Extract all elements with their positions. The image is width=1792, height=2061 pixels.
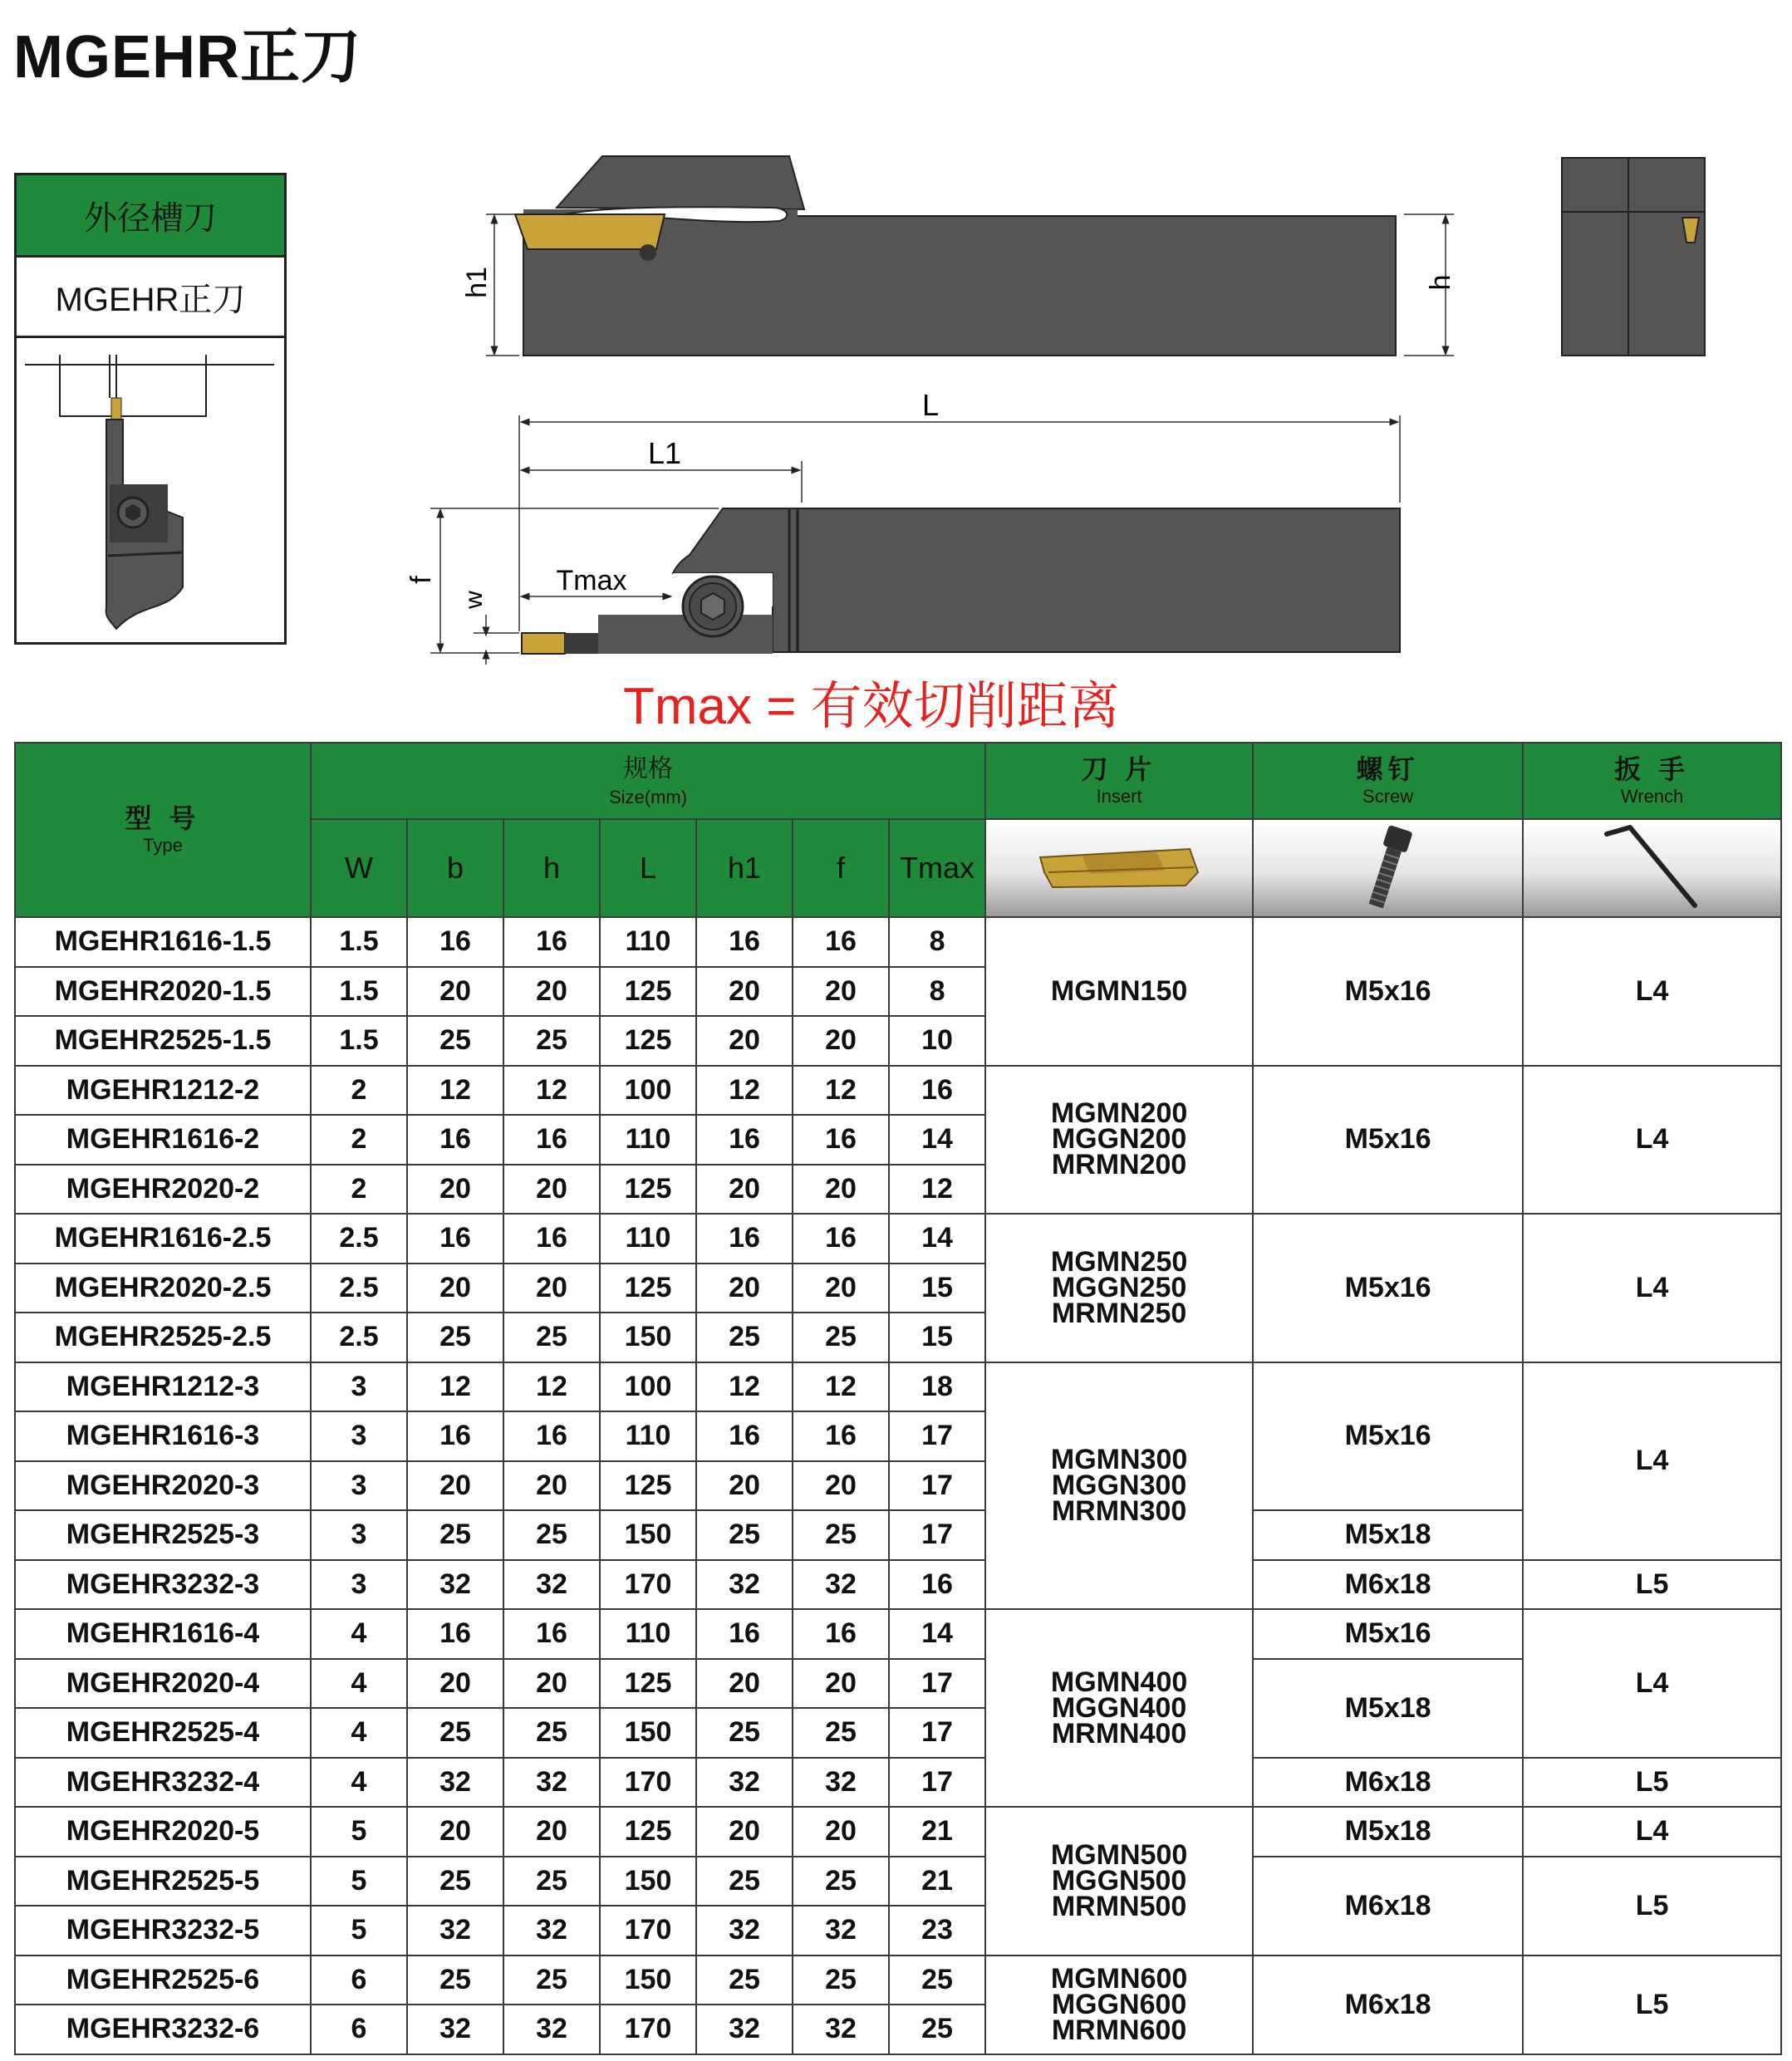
cell-wrench: L4 (1523, 1066, 1781, 1215)
cell-type: MGEHR1616-2.5 (15, 1214, 311, 1264)
cell-b: 32 (407, 1758, 503, 1808)
cell-l: 170 (600, 2005, 696, 2054)
cell-l: 110 (600, 1214, 696, 1264)
cell-screw: M6x18 (1253, 1560, 1523, 1610)
label-f: f (405, 576, 437, 584)
cell-tmax: 18 (889, 1362, 985, 1412)
cell-h1: 16 (696, 1411, 793, 1461)
cell-tmax: 14 (889, 1214, 985, 1264)
cell-h: 25 (503, 1955, 600, 2005)
cell-w: 1.5 (311, 1016, 407, 1066)
cell-tmax: 16 (889, 1066, 985, 1116)
insert-code: MGMN300 (1050, 1443, 1188, 1475)
cell-tmax: 17 (889, 1461, 985, 1511)
table-row (15, 1214, 1781, 1264)
cell-l: 125 (600, 1165, 696, 1215)
cell-f: 16 (793, 1115, 889, 1165)
cell-h1: 25 (696, 1857, 793, 1906)
cell-h: 16 (503, 917, 600, 967)
cell-tmax: 8 (889, 917, 985, 967)
label-Tmax: Tmax (556, 565, 627, 596)
cell-f: 20 (793, 967, 889, 1017)
cell-w: 4 (311, 1659, 407, 1709)
cell-w: 2 (311, 1165, 407, 1215)
cell-f: 16 (793, 1214, 889, 1264)
cell-type: MGEHR1616-2 (15, 1115, 311, 1165)
cell-insert (985, 1955, 1253, 2054)
cell-h: 20 (503, 1264, 600, 1313)
table-row (15, 1857, 1781, 1906)
cell-h: 16 (503, 1214, 600, 1264)
cell-h1: 16 (696, 917, 793, 967)
cell-f: 25 (793, 1313, 889, 1362)
cell-type: MGEHR2020-5 (15, 1807, 311, 1857)
cell-w: 4 (311, 1708, 407, 1758)
table-row (15, 1659, 1781, 1709)
cell-wrench: L5 (1523, 1560, 1781, 1610)
cell-h: 25 (503, 1016, 600, 1066)
cell-b: 32 (407, 2005, 503, 2054)
cell-insert (985, 1214, 1253, 1362)
cell-w: 5 (311, 1807, 407, 1857)
insert-code: MGGN600 (1051, 1988, 1187, 2020)
cell-h: 32 (503, 2005, 600, 2054)
cell-w: 2.5 (311, 1264, 407, 1313)
cell-type: MGEHR3232-3 (15, 1560, 311, 1610)
cell-tmax: 12 (889, 1165, 985, 1215)
cell-tmax: 21 (889, 1807, 985, 1857)
cell-tmax: 17 (889, 1708, 985, 1758)
cell-tmax: 17 (889, 1411, 985, 1461)
cell-h: 20 (503, 1807, 600, 1857)
cell-wrench: L4 (1523, 1362, 1781, 1560)
info-category: 外径槽刀 (17, 175, 284, 258)
cell-h: 32 (503, 1758, 600, 1808)
cell-screw: M5x18 (1253, 1659, 1523, 1758)
cell-f: 25 (793, 1955, 889, 2005)
insert-code: MGMN600 (1050, 1962, 1188, 1995)
cell-w: 2 (311, 1066, 407, 1116)
cell-b: 20 (407, 1659, 503, 1709)
cell-w: 1.5 (311, 967, 407, 1017)
cell-insert (985, 1609, 1253, 1807)
cell-w: 2 (311, 1115, 407, 1165)
insert-image (985, 819, 1253, 917)
cell-b: 25 (407, 1857, 503, 1906)
cell-b: 12 (407, 1066, 503, 1116)
cell-tmax: 25 (889, 2005, 985, 2054)
cell-tmax: 15 (889, 1264, 985, 1313)
cell-b: 20 (407, 967, 503, 1017)
cell-wrench: L5 (1523, 1758, 1781, 1808)
cell-h1: 25 (696, 1955, 793, 2005)
cell-h1: 12 (696, 1066, 793, 1116)
insert-code: MGGN400 (1051, 1691, 1187, 1724)
cell-b: 25 (407, 1955, 503, 2005)
cell-type: MGEHR2020-4 (15, 1659, 311, 1709)
cell-f: 16 (793, 917, 889, 967)
cell-h1: 32 (696, 1906, 793, 1955)
cell-tmax: 14 (889, 1115, 985, 1165)
side-view (461, 156, 1456, 356)
insert-code: MRMN500 (1051, 1890, 1187, 1922)
insert-code: MGMN500 (1050, 1838, 1188, 1871)
cell-screw: M6x18 (1253, 1857, 1523, 1955)
cell-w: 4 (311, 1609, 407, 1659)
cell-b: 25 (407, 1016, 503, 1066)
cell-b: 25 (407, 1510, 503, 1560)
cell-l: 125 (600, 967, 696, 1017)
cell-h: 25 (503, 1313, 600, 1362)
insert-code: MRMN400 (1051, 1717, 1187, 1749)
table-row (15, 917, 1781, 967)
cell-f: 32 (793, 2005, 889, 2054)
cell-h1: 32 (696, 1758, 793, 1808)
cell-b: 16 (407, 1609, 503, 1659)
cell-f: 20 (793, 1461, 889, 1511)
cell-h: 20 (503, 1165, 600, 1215)
cell-l: 150 (600, 1955, 696, 2005)
cell-b: 16 (407, 917, 503, 967)
insert-code: MRMN600 (1051, 2014, 1187, 2046)
cell-l: 125 (600, 1264, 696, 1313)
cell-b: 32 (407, 1560, 503, 1610)
cell-f: 12 (793, 1066, 889, 1116)
cell-type: MGEHR2525-6 (15, 1955, 311, 2005)
cell-type: MGEHR2020-2.5 (15, 1264, 311, 1313)
cell-h1: 20 (696, 1165, 793, 1215)
cell-h1: 20 (696, 1659, 793, 1709)
cell-h1: 20 (696, 1016, 793, 1066)
page-title: MGEHR正刀 (13, 24, 361, 91)
wrench-header: 扳 手 Wrench (1523, 743, 1781, 819)
table-row (15, 1955, 1781, 2005)
table-row (15, 1560, 1781, 1610)
cell-b: 16 (407, 1115, 503, 1165)
col-header: h (503, 819, 600, 917)
cell-tmax: 8 (889, 967, 985, 1017)
cell-insert (985, 1362, 1253, 1610)
cell-h1: 32 (696, 2005, 793, 2054)
cell-l: 125 (600, 1659, 696, 1709)
label-h1: h1 (461, 267, 493, 298)
table-row (15, 1609, 1781, 1659)
cell-h1: 16 (696, 1214, 793, 1264)
cell-screw: M5x16 (1253, 1609, 1523, 1659)
cell-h1: 12 (696, 1362, 793, 1412)
col-header: h1 (696, 819, 793, 917)
cell-wrench: L4 (1523, 1807, 1781, 1857)
cell-f: 20 (793, 1659, 889, 1709)
cell-l: 125 (600, 1461, 696, 1511)
cell-w: 4 (311, 1758, 407, 1808)
insert-code: MRMN300 (1051, 1494, 1187, 1527)
cell-type: MGEHR1616-4 (15, 1609, 311, 1659)
cell-l: 170 (600, 1758, 696, 1808)
info-model: MGEHR正刀 (17, 258, 284, 338)
cell-l: 110 (600, 917, 696, 967)
cell-f: 32 (793, 1560, 889, 1610)
cell-w: 5 (311, 1906, 407, 1955)
cell-w: 6 (311, 1955, 407, 2005)
cell-w: 3 (311, 1411, 407, 1461)
cell-h: 16 (503, 1609, 600, 1659)
col-header: f (793, 819, 889, 917)
cell-h: 16 (503, 1411, 600, 1461)
cell-h: 16 (503, 1115, 600, 1165)
cell-h: 25 (503, 1857, 600, 1906)
cell-h1: 20 (696, 1807, 793, 1857)
cell-wrench: L4 (1523, 917, 1781, 1066)
cell-f: 25 (793, 1857, 889, 1906)
cell-screw: M6x18 (1253, 1758, 1523, 1808)
cell-f: 32 (793, 1758, 889, 1808)
cell-screw: M6x18 (1253, 1955, 1523, 2054)
cell-type: MGEHR3232-5 (15, 1906, 311, 1955)
label-w: w (460, 591, 488, 609)
cell-h1: 20 (696, 1264, 793, 1313)
cell-h: 12 (503, 1066, 600, 1116)
cell-h1: 25 (696, 1313, 793, 1362)
cell-type: MGEHR2525-5 (15, 1857, 311, 1906)
cell-f: 20 (793, 1807, 889, 1857)
cell-l: 150 (600, 1708, 696, 1758)
cell-h1: 16 (696, 1115, 793, 1165)
cell-f: 25 (793, 1510, 889, 1560)
cell-h1: 32 (696, 1560, 793, 1610)
cell-type: MGEHR2020-3 (15, 1461, 311, 1511)
insert-code: MGMN200 (1050, 1097, 1188, 1130)
cell-l: 150 (600, 1510, 696, 1560)
cell-b: 20 (407, 1165, 503, 1215)
cell-h: 20 (503, 967, 600, 1017)
spec-table (14, 742, 1782, 2055)
screw-image (1253, 819, 1523, 917)
cell-f: 16 (793, 1609, 889, 1659)
insert-code: MGMN400 (1050, 1666, 1188, 1698)
cell-h1: 16 (696, 1609, 793, 1659)
cell-l: 170 (600, 1560, 696, 1610)
cell-h1: 25 (696, 1510, 793, 1560)
cell-tmax: 15 (889, 1313, 985, 1362)
insert-header: 刀 片 Insert (985, 743, 1253, 819)
cell-l: 150 (600, 1313, 696, 1362)
cell-w: 5 (311, 1857, 407, 1906)
cell-w: 3 (311, 1560, 407, 1610)
cell-type: MGEHR2525-4 (15, 1708, 311, 1758)
cell-type: MGEHR2525-3 (15, 1510, 311, 1560)
cell-tmax: 17 (889, 1510, 985, 1560)
cell-b: 20 (407, 1461, 503, 1511)
insert-code: MRMN200 (1051, 1149, 1187, 1181)
cell-b: 16 (407, 1214, 503, 1264)
table-row (15, 1510, 1781, 1560)
cell-f: 12 (793, 1362, 889, 1412)
insert-code: MGGN250 (1051, 1271, 1187, 1303)
cell-type: MGEHR1616-1.5 (15, 917, 311, 967)
cell-l: 110 (600, 1115, 696, 1165)
cell-f: 32 (793, 1906, 889, 1955)
insert-code: MRMN250 (1051, 1297, 1187, 1329)
label-L: L (921, 388, 940, 422)
cell-b: 12 (407, 1362, 503, 1412)
cell-type: MGEHR2525-2.5 (15, 1313, 311, 1362)
cell-b: 20 (407, 1264, 503, 1313)
cell-type: MGEHR3232-4 (15, 1758, 311, 1808)
cell-l: 170 (600, 1906, 696, 1955)
end-view (1562, 158, 1705, 356)
cell-w: 3 (311, 1461, 407, 1511)
cell-l: 100 (600, 1362, 696, 1412)
tmax-note: Tmax = 有效切削距离 (623, 678, 1120, 735)
grooving-schematic (17, 338, 284, 642)
cell-l: 110 (600, 1411, 696, 1461)
table-row (15, 1066, 1781, 1116)
top-view (405, 388, 1400, 665)
cell-w: 2.5 (311, 1214, 407, 1264)
cell-tmax: 21 (889, 1857, 985, 1906)
col-header: W (311, 819, 407, 917)
cell-w: 1.5 (311, 917, 407, 967)
cell-type: MGEHR2020-2 (15, 1165, 311, 1215)
cell-insert (985, 1066, 1253, 1215)
cell-b: 25 (407, 1708, 503, 1758)
cell-h1: 25 (696, 1708, 793, 1758)
info-box (14, 173, 287, 645)
cell-type: MGEHR2020-1.5 (15, 967, 311, 1017)
cell-f: 20 (793, 1016, 889, 1066)
cell-wrench: L4 (1523, 1214, 1781, 1362)
cell-h: 12 (503, 1362, 600, 1412)
cell-tmax: 17 (889, 1659, 985, 1709)
cell-type: MGEHR1212-3 (15, 1362, 311, 1412)
cell-f: 20 (793, 1165, 889, 1215)
cell-tmax: 17 (889, 1758, 985, 1808)
cell-screw: M5x18 (1253, 1510, 1523, 1560)
size-header: 规格 Size(mm) (311, 743, 985, 819)
insert-code: MGGN300 (1051, 1469, 1187, 1501)
col-header: b (407, 819, 503, 917)
cell-type: MGEHR1212-2 (15, 1066, 311, 1116)
table-row (15, 1758, 1781, 1808)
cell-h: 32 (503, 1560, 600, 1610)
cell-w: 3 (311, 1362, 407, 1412)
cell-h1: 20 (696, 967, 793, 1017)
cell-screw: M5x16 (1253, 1214, 1523, 1362)
insert-code: MGGN500 (1051, 1864, 1187, 1897)
cell-l: 125 (600, 1016, 696, 1066)
cell-h: 25 (503, 1510, 600, 1560)
cell-insert (985, 917, 1253, 1066)
cell-f: 25 (793, 1708, 889, 1758)
cell-screw: M5x16 (1253, 1066, 1523, 1215)
col-header: L (600, 819, 696, 917)
cell-f: 16 (793, 1411, 889, 1461)
cell-wrench: L5 (1523, 1857, 1781, 1955)
cell-h: 20 (503, 1461, 600, 1511)
cell-h: 20 (503, 1659, 600, 1709)
type-header: 型 号 Type (15, 743, 311, 917)
cell-tmax: 14 (889, 1609, 985, 1659)
cell-b: 20 (407, 1807, 503, 1857)
cell-type: MGEHR1616-3 (15, 1411, 311, 1461)
cell-tmax: 25 (889, 1955, 985, 2005)
insert-code: MGMN250 (1050, 1245, 1188, 1278)
insert-code: MGGN200 (1051, 1123, 1187, 1156)
cell-l: 110 (600, 1609, 696, 1659)
table-row (15, 1362, 1781, 1412)
cell-tmax: 23 (889, 1906, 985, 1955)
cell-h: 32 (503, 1906, 600, 1955)
cell-screw: M5x16 (1253, 1362, 1523, 1511)
cell-l: 150 (600, 1857, 696, 1906)
col-header: Tmax (889, 819, 985, 917)
cell-screw: M5x16 (1253, 917, 1523, 1066)
cell-tmax: 16 (889, 1560, 985, 1610)
cell-l: 125 (600, 1807, 696, 1857)
label-L1: L1 (647, 436, 682, 470)
cell-wrench: L4 (1523, 1609, 1781, 1758)
cell-type: MGEHR3232-6 (15, 2005, 311, 2054)
cell-w: 3 (311, 1510, 407, 1560)
cell-w: 6 (311, 2005, 407, 2054)
wrench-image (1523, 819, 1781, 917)
cell-b: 16 (407, 1411, 503, 1461)
cell-l: 100 (600, 1066, 696, 1116)
cell-tmax: 10 (889, 1016, 985, 1066)
screw-header: 螺钉 Screw (1253, 743, 1523, 819)
cell-type: MGEHR2525-1.5 (15, 1016, 311, 1066)
cell-w: 2.5 (311, 1313, 407, 1362)
cell-wrench: L5 (1523, 1955, 1781, 2054)
cell-insert (985, 1807, 1253, 1955)
table-row (15, 1807, 1781, 1857)
cell-h1: 20 (696, 1461, 793, 1511)
cell-f: 20 (793, 1264, 889, 1313)
cell-b: 25 (407, 1313, 503, 1362)
cell-b: 32 (407, 1906, 503, 1955)
insert-code: MGMN150 (1050, 974, 1188, 1007)
cell-screw: M5x18 (1253, 1807, 1523, 1857)
label-h: h (1425, 274, 1456, 291)
cell-h: 25 (503, 1708, 600, 1758)
